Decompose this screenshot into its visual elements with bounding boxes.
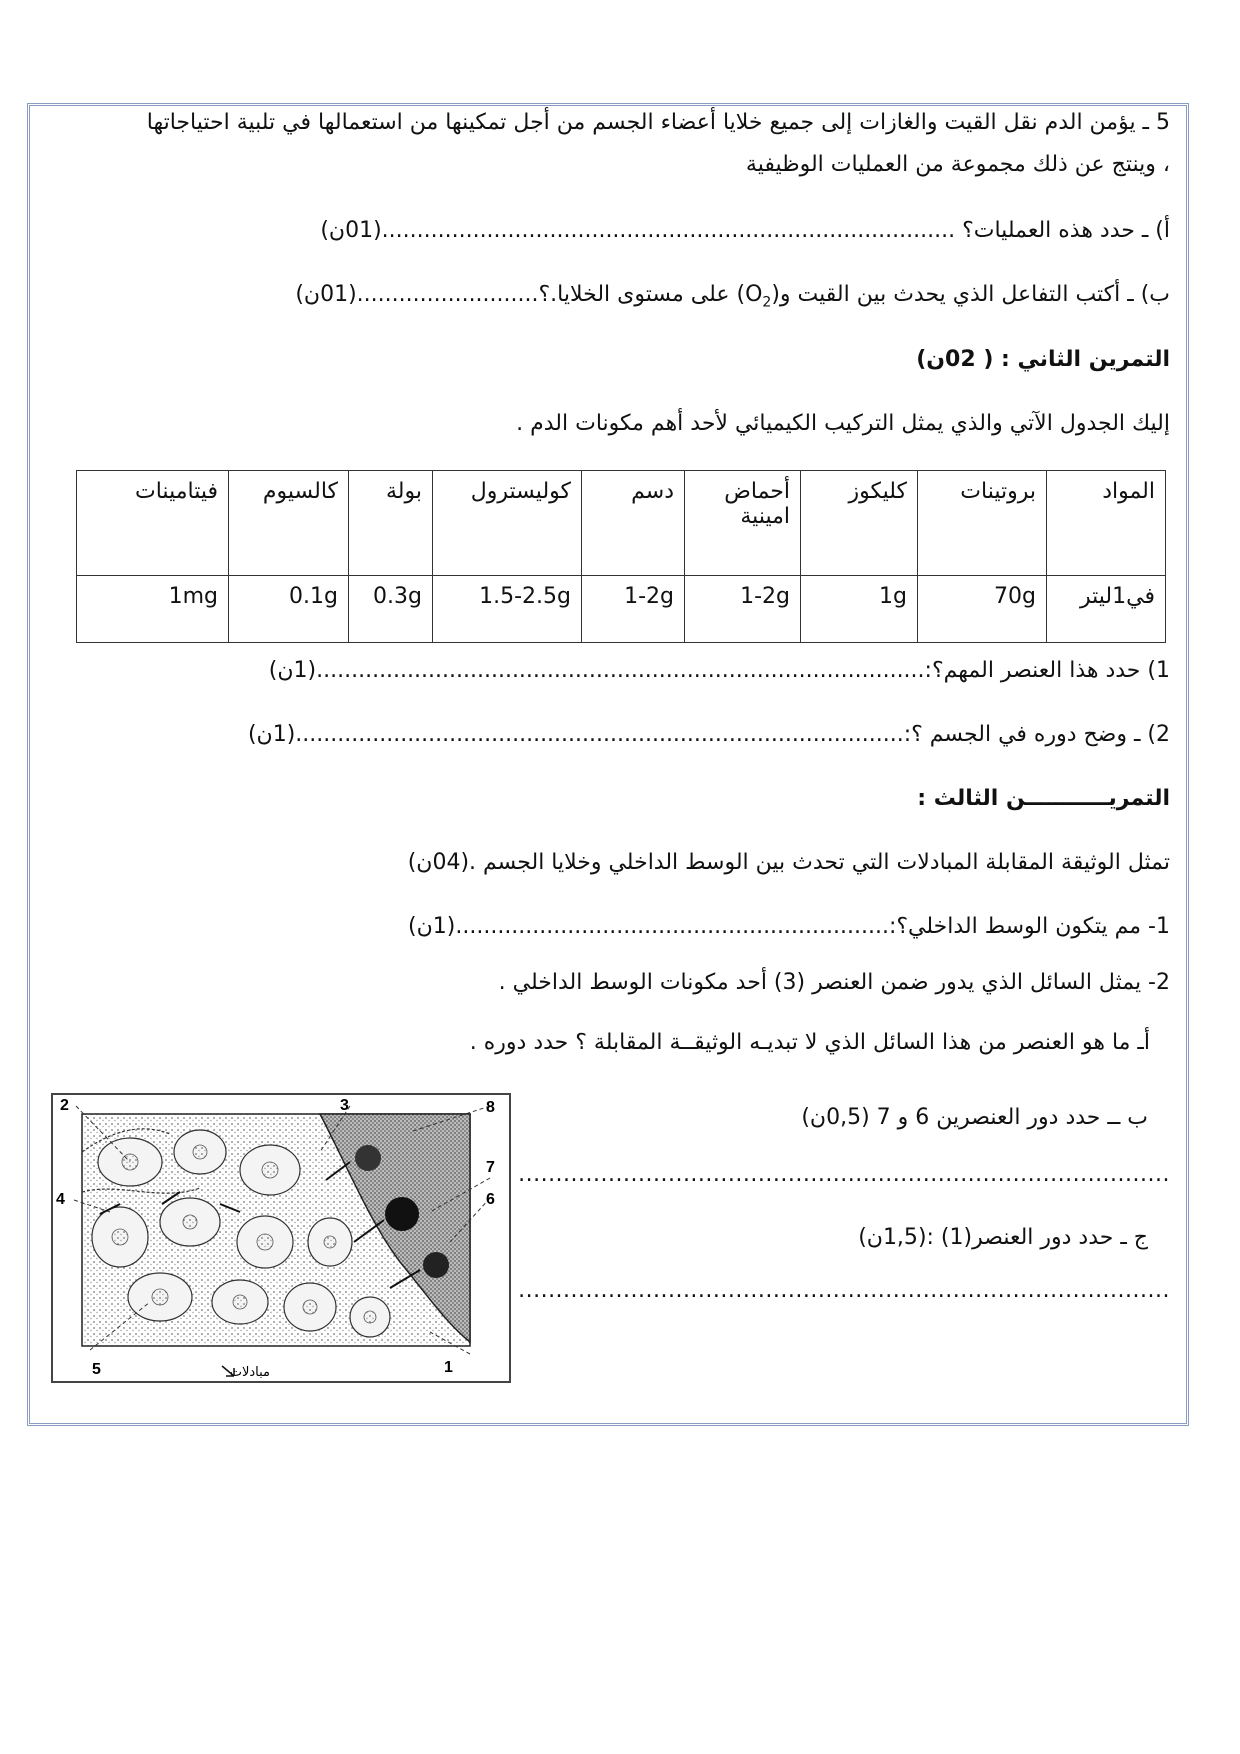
figure-label-2: 2	[60, 1097, 69, 1114]
figure-label-8: 8	[486, 1099, 495, 1116]
table-header-cell: أحماض امينية	[685, 471, 801, 576]
answer-dots-2: .......................................................................................	[518, 1278, 1170, 1303]
table-header-cell: بروتينات	[918, 471, 1047, 576]
table-value-cell: 1mg	[77, 576, 229, 643]
question-b-pre: ب) ـ أكتب التفاعل الذي يحدث بين القيت و(O	[745, 282, 1170, 307]
composition-table	[76, 470, 1166, 643]
exercise-3-title: التمريـــــــــــن الثالث :	[917, 786, 1170, 811]
answer-dots-1: .......................................................................................	[518, 1162, 1170, 1187]
exercise-2-question-1: 1) حدد هذا العنصر المهم؟:.......................................................................................(1ن)	[268, 658, 1170, 683]
table-header-cell: كليكوز	[801, 471, 918, 576]
blood-cell	[355, 1145, 381, 1171]
exercise-3-question-2a: أـ ما هو العنصر من هذا السائل الذي لا تبديـه الوثيقــة المقابلة ؟ حدد دوره .	[469, 1030, 1150, 1055]
exercise-3-question-2: 2- يمثل السائل الذي يدور ضمن العنصر (3) أحد مكونات الوسط الداخلي .	[498, 970, 1170, 995]
question-b-sub: 2	[762, 294, 772, 311]
table-value-cell: 1-2g	[582, 576, 685, 643]
exchange-diagram	[50, 1092, 512, 1384]
table-value-cell: 70g	[918, 576, 1047, 643]
table-value-cell: 1g	[801, 576, 918, 643]
figure-label-1: 1	[444, 1359, 453, 1376]
question-b-post: ) على مستوى الخلايا.؟..........................(01ن)	[295, 282, 746, 307]
intro-line-2: ، وينتج عن ذلك مجموعة من العمليات الوظيفية	[745, 152, 1170, 177]
table-header-cell: المواد	[1047, 471, 1166, 576]
table-value-cell: 0.1g	[229, 576, 349, 643]
table-header-cell: دسم	[582, 471, 685, 576]
exercise-3-intro: تمثل الوثيقة المقابلة المبادلات التي تحدث بين الوسط الداخلي وخلايا الجسم .(04ن)	[407, 850, 1170, 875]
question-b	[295, 282, 1170, 310]
question-a: أ) ـ حدد هذه العمليات؟ ..................................................................................(01ن)	[320, 218, 1170, 243]
figure-label-3: 3	[340, 1097, 349, 1114]
table-value-cell: في1ليتر	[1047, 576, 1166, 643]
blood-cell	[423, 1252, 449, 1278]
table-value-cell: 1.5-2.5g	[433, 576, 582, 643]
intro-line-1: 5 ـ يؤمن الدم نقل القيت والغازات إلى جميع خلايا أعضاء الجسم من أجل تمكينها من استعمالها في تلبية احتياجاتها	[146, 110, 1170, 135]
figure-label-5: 5	[92, 1361, 101, 1378]
figure-label-6: 6	[486, 1191, 495, 1208]
exercise-3-question-1: 1- مم يتكون الوسط الداخلي؟:..............................................................(1ن)	[408, 914, 1170, 939]
table-header-cell: فيتامينات	[77, 471, 229, 576]
figure-caption: مبادلات	[229, 1365, 270, 1380]
table-header-cell: بولة	[349, 471, 433, 576]
table-header-cell: كوليسترول	[433, 471, 582, 576]
table-header-row	[77, 471, 1166, 576]
table-header-cell: كالسيوم	[229, 471, 349, 576]
exercise-2-question-2: 2) ـ وضح دوره في الجسم ؟:.......................................................................................(1ن)	[247, 722, 1170, 747]
exercise-2-intro: إليك الجدول الآتي والذي يمثل التركيب الكيميائي لأحد أهم مكونات الدم .	[516, 411, 1170, 436]
exercise-3-question-2b: ب ــ حدد دور العنصرين 6 و 7 (0,5ن)	[801, 1105, 1148, 1130]
table-value-cell: 1-2g	[685, 576, 801, 643]
exercise-3-question-2c: ج ـ حدد دور العنصر(1) :(1,5ن)	[858, 1225, 1148, 1250]
exercise-2-title: التمرين الثاني : ( 02ن)	[916, 347, 1170, 372]
figure-label-4: 4	[56, 1191, 65, 1208]
blood-cell	[385, 1197, 419, 1231]
table-value-cell: 0.3g	[349, 576, 433, 643]
table-values-row	[77, 576, 1166, 643]
figure-label-7: 7	[486, 1159, 495, 1176]
